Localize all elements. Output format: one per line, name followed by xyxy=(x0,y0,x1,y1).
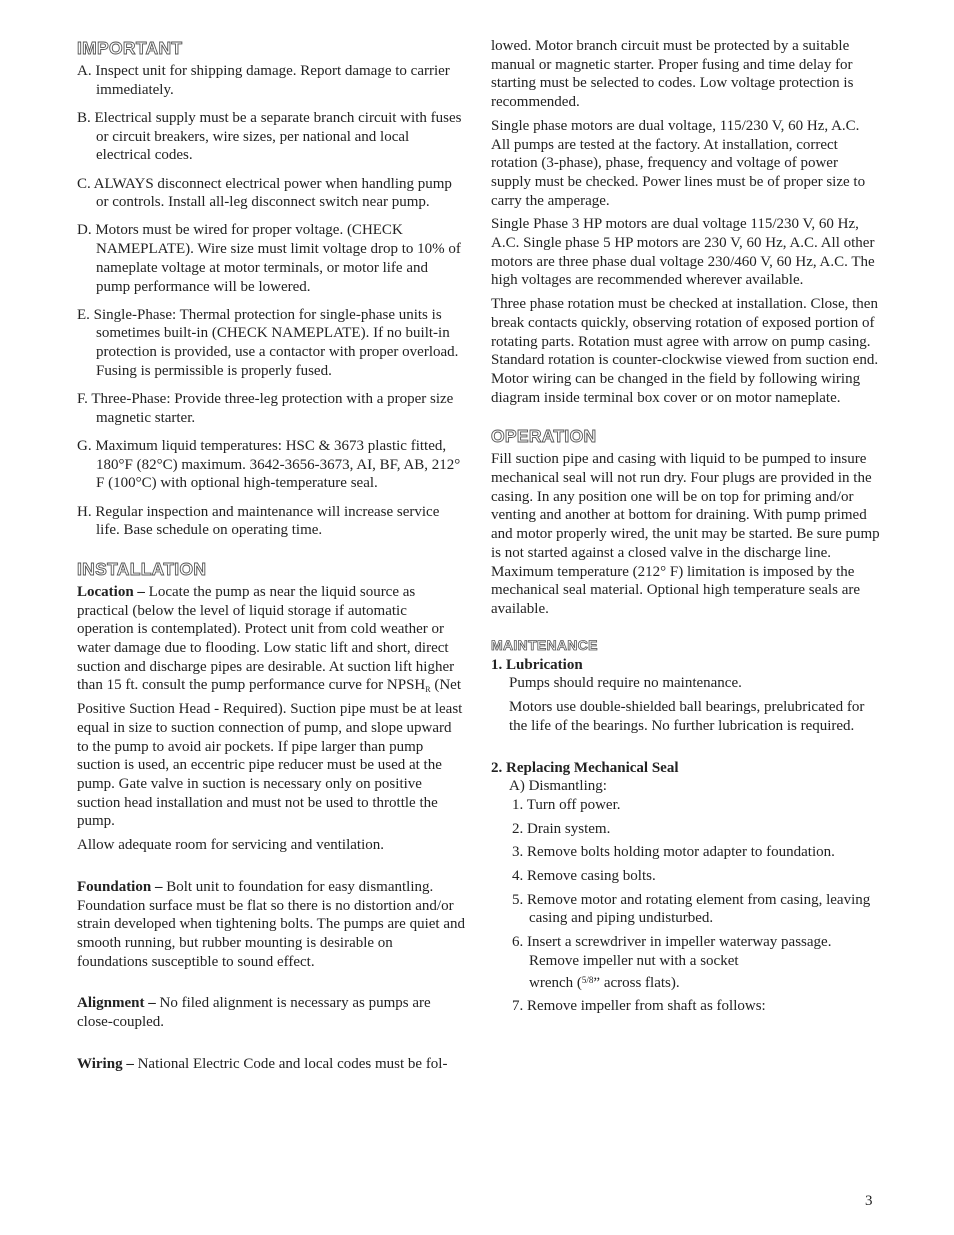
lubrication-title: 1. Lubrication xyxy=(491,656,583,673)
seal-title: 2. Replacing Mechanical Seal xyxy=(491,759,679,776)
dismantling-label: A) Dismantling: xyxy=(509,778,607,795)
important-heading: IMPORTANT xyxy=(77,38,183,58)
step-1: 1. Turn off power. xyxy=(512,796,621,813)
step-5: 5. Remove motor and rotating element from casing, leaving casing and piping undisturbed. xyxy=(512,891,871,927)
step-3: 3. Remove bolts holding motor adapter to foundation. xyxy=(512,844,835,861)
operation-p1: Fill suction pipe and casing with liquid to be pumped to insure mechanical seal will not run dry. Four plugs are provided in the casing. In any position one will be on top for priming and/or venting and another at bottom for draining. With pump primed and motor properly wired, the unit may be started. Be sure pump is not started against a closed valve in the discharge line. xyxy=(491,451,880,561)
wiring-continued-p2: Single phase motors are dual voltage, 115/230 V, 60 Hz, A.C. All pumps are tested at the factory. At installation, correct rotation (3-phase), phase, frequency and voltage of power supply must be checked. Power lines must be of proper size to carry the amperage. xyxy=(491,117,866,209)
step-6-wrench: wrench ( xyxy=(529,974,582,991)
step-2: 2. Drain system. xyxy=(512,820,611,837)
left-column xyxy=(77,37,465,1078)
foundation-paragraph xyxy=(77,878,465,972)
step-6-flats: ” across flats). xyxy=(593,974,680,991)
page-number: 3 xyxy=(865,1193,873,1209)
step-6-line-1: 6. Insert a screwdriver in impeller waterway passage. Remove impeller nut with a socket xyxy=(512,934,832,969)
important-item-a: A. Inspect unit for shipping damage. Report damage to carrier immediately. xyxy=(77,63,450,98)
important-item-h: H. Regular inspection and maintenance will increase service life. Base schedule on operating time. xyxy=(77,503,440,539)
foundation-label: Foundation – xyxy=(77,878,163,895)
maintenance-heading: MAINTENANCE xyxy=(491,636,598,653)
step-6-fraction: 5/8 xyxy=(581,974,594,985)
important-item-g: G. Maximum liquid temperatures: HSC & 3673 plastic fitted, 180°F (82°C) maximum. 3642-3656-3673, AI, BF, AB, 212° F (100°C) with optional high-temperature seal. xyxy=(77,437,461,492)
right-column xyxy=(491,37,881,1021)
lubrication-p2: Motors use double-shielded ball bearings, prelubricated for the life of the bearings. No further lubrication is required. xyxy=(509,699,865,734)
operation-heading: OPERATION xyxy=(491,426,597,447)
npsh-subscript: R xyxy=(425,685,431,695)
wiring-continued-p1: lowed. Motor branch circuit must be protected by a suitable manual or magnetic starter. Proper fusing and time delay for starting must be selected to codes. Low voltage protection is recommended. xyxy=(491,38,854,111)
wiring-paragraph xyxy=(77,1055,465,1074)
step-7: 7. Remove impeller from shaft as follows: xyxy=(512,998,766,1015)
important-item-d: D. Motors must be wired for proper voltage. (CHECK NAMEPLATE). Wire size must limit voltage drop to 10% of nameplate voltage at motor terminals, or motor life and pump performance will be lowered. xyxy=(77,222,461,295)
foundation-text: Bolt unit to foundation for easy dismantling. Foundation surface must be flat so there is no distortion and/or strain developed when tightening bolts. The pumps are quiet and smooth running, but rubber mounting is desirable on foundations susceptible to sound effect. xyxy=(77,878,465,970)
operation-p2: Maximum temperature (212° F) limitation is imposed by the mechanical seal material. Optional high temperature seals are available. xyxy=(491,563,861,617)
wiring-continued-p3: Single Phase 3 HP motors are dual voltage 115/230 V, 60 Hz, A.C. Single phase 5 HP motors are 230 V, 60 Hz, A.C. All other motors are three phase dual voltage 230/460 V, 60 Hz, A.C. The high voltages are recommended wherever available. xyxy=(491,216,875,289)
room-paragraph: Allow adequate room for servicing and ventilation. xyxy=(77,837,384,854)
alignment-label: Alignment – xyxy=(77,995,156,1012)
wiring-label: Wiring – xyxy=(77,1055,134,1072)
alignment-text: No filed alignment is necessary as pumps are close-coupled. xyxy=(77,995,431,1031)
location-text-1: Locate the pump as near the liquid source as practical (below the level of liquid storage if automatic operation is contemplated). Protect unit from cold weather or water damage due to flooding. Low static lift and short, direct suction and discharge pipes are desirable. At suction lift higher than 15 ft. consult the pump performance curve for NPSH xyxy=(77,583,455,694)
alignment-paragraph xyxy=(77,994,465,1031)
important-item-c: C. ALWAYS disconnect electrical power when handling pump or controls. Install all-leg disconnect switch near pump. xyxy=(77,175,452,211)
installation-heading: INSTALLATION xyxy=(77,558,207,579)
wiring-continued-p4: Three phase rotation must be checked at installation. Close, then break contacts quickly, observing rotation of exposed portion of rotating parts. Rotation must agree with arrow on pump casing. Standard rotation is counter-clockwise viewed from suction end. Motor wiring can be changed in the field by following wiring diagram inside terminal box cover or on motor nameplate. xyxy=(491,296,879,406)
location-text-2: (Net Positive Suction Head - Required). Suction pipe must be at least equal in size to suction connection of pump, and slope upward to the pump to avoid air pockets. If pipe larger than pump suction is used, an eccentric pipe reducer must be used at the pump. Gate valve in suction is necessary only on positive suction head installation and must not be used to throttle the pump. xyxy=(77,677,463,830)
important-item-b: B. Electrical supply must be a separate branch circuit with fuses or circuit breakers, wire sizes, per national and local electrical codes. xyxy=(77,109,462,164)
lubrication-p1: Pumps should require no maintenance. xyxy=(509,675,742,692)
location-paragraph xyxy=(77,583,465,831)
step-6 xyxy=(491,933,881,992)
location-label: Location – xyxy=(77,583,145,600)
important-item-e: E. Single-Phase: Thermal protection for single-phase units is sometimes built-in (CHECK NAMEPLATE). If no built-in protection is provided, use a contactor with proper overload. Fusing is permissible is properly fused. xyxy=(77,306,459,379)
important-item-f: F. Three-Phase: Provide three-leg protection with a proper size magnetic starter. xyxy=(77,391,454,426)
wiring-text: National Electric Code and local codes must be fol- xyxy=(133,1055,448,1072)
step-6-line-2 xyxy=(491,971,881,993)
step-4: 4. Remove casing bolts. xyxy=(512,868,656,885)
